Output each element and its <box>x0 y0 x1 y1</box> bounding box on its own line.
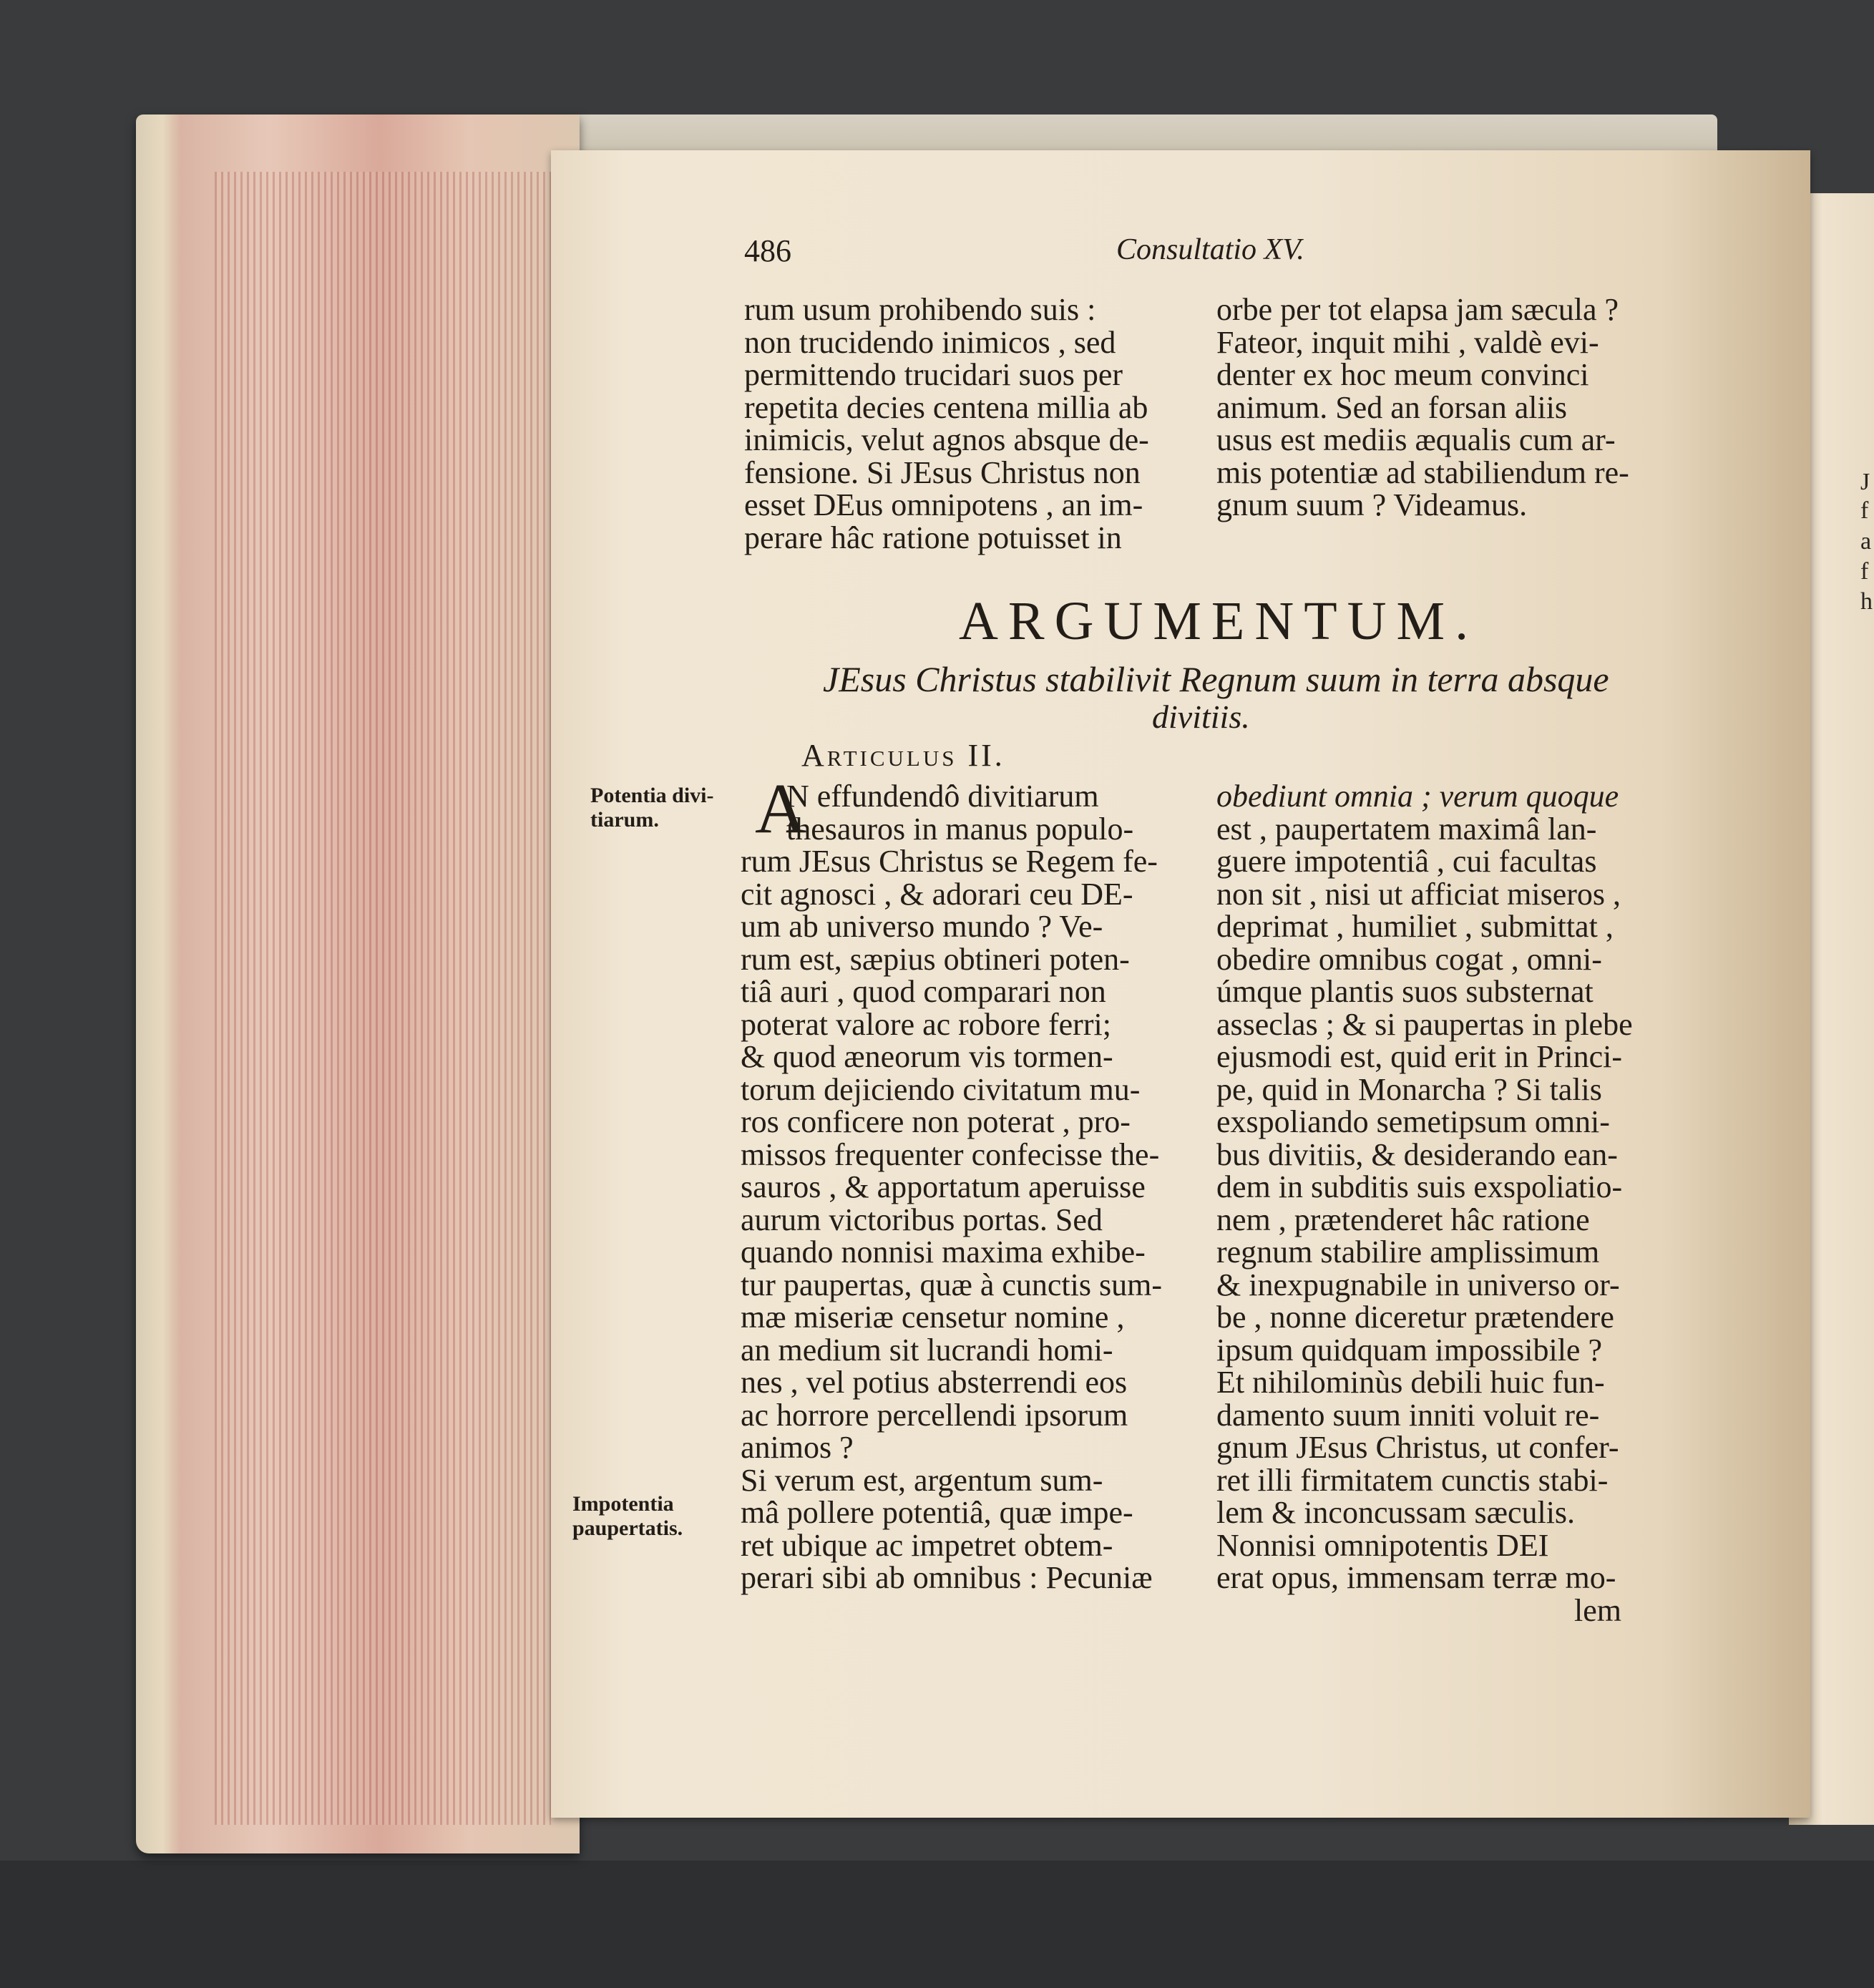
text-line: rum est, sæpius obtineri poten- <box>741 941 1130 977</box>
text-line: non sit , nisi ut afficiat miseros , <box>1216 876 1621 912</box>
text-line: mæ miseriæ censetur nomine , <box>741 1300 1125 1335</box>
text-line: an medium sit lucrandi homi- <box>741 1332 1113 1368</box>
text-line: sauros , & apportatum aperuisse <box>741 1169 1146 1204</box>
text-line: inimicis, velut agnos absque de- <box>744 422 1149 457</box>
text-line: úmque plantis suos substernat <box>1216 974 1594 1009</box>
text-line: ret illi firmitatem cunctis stabi- <box>1216 1462 1609 1498</box>
text-line: damento suum inniti voluit re- <box>1216 1397 1600 1433</box>
text-line: guere impotentiâ , cui facultas <box>1216 844 1597 879</box>
text-line: aurum victoribus portas. Sed <box>741 1202 1103 1237</box>
text-line: ac horrore percellendi ipsorum <box>741 1397 1128 1433</box>
margin-note-line: paupertatis. <box>572 1516 683 1540</box>
text-line: be , nonne diceretur prætendere <box>1216 1300 1614 1335</box>
text-line: est , paupertatem maximâ lan- <box>1216 811 1597 847</box>
text-line: obediunt omnia ; verum quoque <box>1216 779 1619 814</box>
main-left-column <box>741 780 1162 1594</box>
text-line: permittendo trucidari suos per <box>744 357 1123 392</box>
article-heading: Articulus II. <box>801 738 1005 773</box>
text-line: um ab universo mundo ? Ve- <box>741 909 1103 944</box>
book-page-edges <box>136 114 580 1853</box>
text-line: animum. Sed an forsan aliis <box>1216 389 1568 425</box>
text-line: tur paupertas, quæ à cunctis sum- <box>741 1267 1162 1302</box>
text-line: gnum JEsus Christus, ut confer- <box>1216 1430 1619 1465</box>
text-line: non trucidendo inimicos , sed <box>744 324 1116 360</box>
margin-note-line: Impotentia <box>572 1492 674 1516</box>
text-line: pe, quid in Monarcha ? Si talis <box>1216 1071 1602 1107</box>
text-line: lem <box>1574 1592 1621 1628</box>
text-line: exspoliando semetipsum omni- <box>1216 1104 1610 1139</box>
drop-cap: A <box>755 769 807 848</box>
page-number: 486 <box>744 233 791 268</box>
margin-note-line: tiarum. <box>590 808 659 832</box>
text-line: repetita decies centena millia ab <box>744 389 1148 425</box>
facing-fragment: a <box>1860 528 1872 555</box>
text-line: rum JEsus Christus se Regem fe- <box>741 844 1158 879</box>
text-line: orbe per tot elapsa jam sæcula ? <box>1216 292 1619 327</box>
text-line: poterat valore ac robore ferri; <box>741 1006 1111 1042</box>
text-line: esset DEus omnipotens , an im- <box>744 487 1143 522</box>
text-line: cit agnosci , & adorari ceu DE- <box>741 876 1133 912</box>
text-line: perari sibi ab omnibus : Pecuniæ <box>741 1560 1153 1595</box>
text-line: regnum stabilire amplissimum <box>1216 1234 1600 1270</box>
text-line: & inexpugnabile in universo or- <box>1216 1267 1620 1302</box>
section-subtitle: JEsus Christus stabilivit Regnum suum in terra absque <box>823 659 1609 699</box>
text-line: erat opus, immensam terræ mo- <box>1216 1560 1616 1595</box>
text-line: denter ex hoc meum convinci <box>1216 357 1589 392</box>
text-line: quando nonnisi maxima exhibe- <box>741 1234 1146 1270</box>
main-right-column <box>1216 780 1633 1627</box>
text-line: torum dejiciendo civitatum mu- <box>741 1071 1141 1107</box>
text-line: missos frequenter confecisse the- <box>741 1136 1160 1172</box>
text-line: nem , prætenderet hâc ratione <box>1216 1202 1590 1237</box>
text-line: bus divitiis, & desiderando ean- <box>1216 1136 1618 1172</box>
text-line: obedire omnibus cogat , omni- <box>1216 941 1602 977</box>
margin-note <box>572 1492 683 1541</box>
text-line: Si verum est, argentum sum- <box>741 1462 1103 1498</box>
text-line: perare hâc ratione potuisset in <box>744 520 1122 555</box>
text-line: mâ pollere potentiâ, quæ impe- <box>741 1495 1133 1530</box>
text-line: Et nihilominùs debili huic fun- <box>1216 1365 1605 1400</box>
facing-fragment: f <box>1860 497 1869 524</box>
text-line: rum usum prohibendo suis : <box>744 292 1096 327</box>
margin-note-line: Potentia divi- <box>590 784 714 807</box>
text-line: usus est mediis æqualis cum ar- <box>1216 422 1616 457</box>
text-line: deprimat , humiliet , submittat , <box>1216 909 1614 944</box>
backdrop <box>0 1861 1874 1988</box>
text-line: fensione. Si JEsus Christus non <box>744 454 1141 490</box>
text-line: N effundendô divitiarum <box>786 779 1099 814</box>
section-subtitle-continued: divitiis. <box>1152 698 1250 735</box>
facing-fragment: J <box>1860 469 1870 495</box>
text-line: ejusmodi est, quid erit in Princi- <box>1216 1039 1623 1074</box>
text-line: Nonnisi omnipotentis DEI <box>1216 1527 1549 1563</box>
facing-fragment: f <box>1860 558 1869 585</box>
text-line: mis potentiæ ad stabiliendum re- <box>1216 454 1629 490</box>
text-line: & quod æneorum vis tormen- <box>741 1039 1113 1074</box>
facing-fragment: h <box>1860 588 1873 615</box>
text-line: lem & inconcussam sæculis. <box>1216 1495 1576 1530</box>
text-line: tiâ auri , quod comparari non <box>741 974 1106 1009</box>
text-line: ipsum quidquam impossibile ? <box>1216 1332 1602 1368</box>
text-line: asseclas ; & si paupertas in plebe <box>1216 1006 1633 1042</box>
margin-note <box>590 784 714 832</box>
text-line: Fateor, inquit mihi , valdè evi- <box>1216 324 1599 360</box>
text-line: dem in subditis suis exspoliatio- <box>1216 1169 1623 1204</box>
section-heading: ARGUMENTUM. <box>959 591 1479 651</box>
running-title: Consultatio XV. <box>1116 233 1304 266</box>
text-line: gnum suum ? Videamus. <box>1216 487 1528 522</box>
top-left-column <box>744 293 1149 554</box>
text-line: nes , vel potius absterrendi eos <box>741 1365 1128 1400</box>
top-right-column <box>1216 293 1629 522</box>
text-line: animos ? <box>741 1430 854 1465</box>
page-edge-stripes <box>215 172 551 1825</box>
text-line: ros conficere non poterat , pro- <box>741 1104 1131 1139</box>
text-line: thesauros in manus populo- <box>786 811 1134 847</box>
text-line: ret ubique ac impetret obtem- <box>741 1527 1113 1563</box>
